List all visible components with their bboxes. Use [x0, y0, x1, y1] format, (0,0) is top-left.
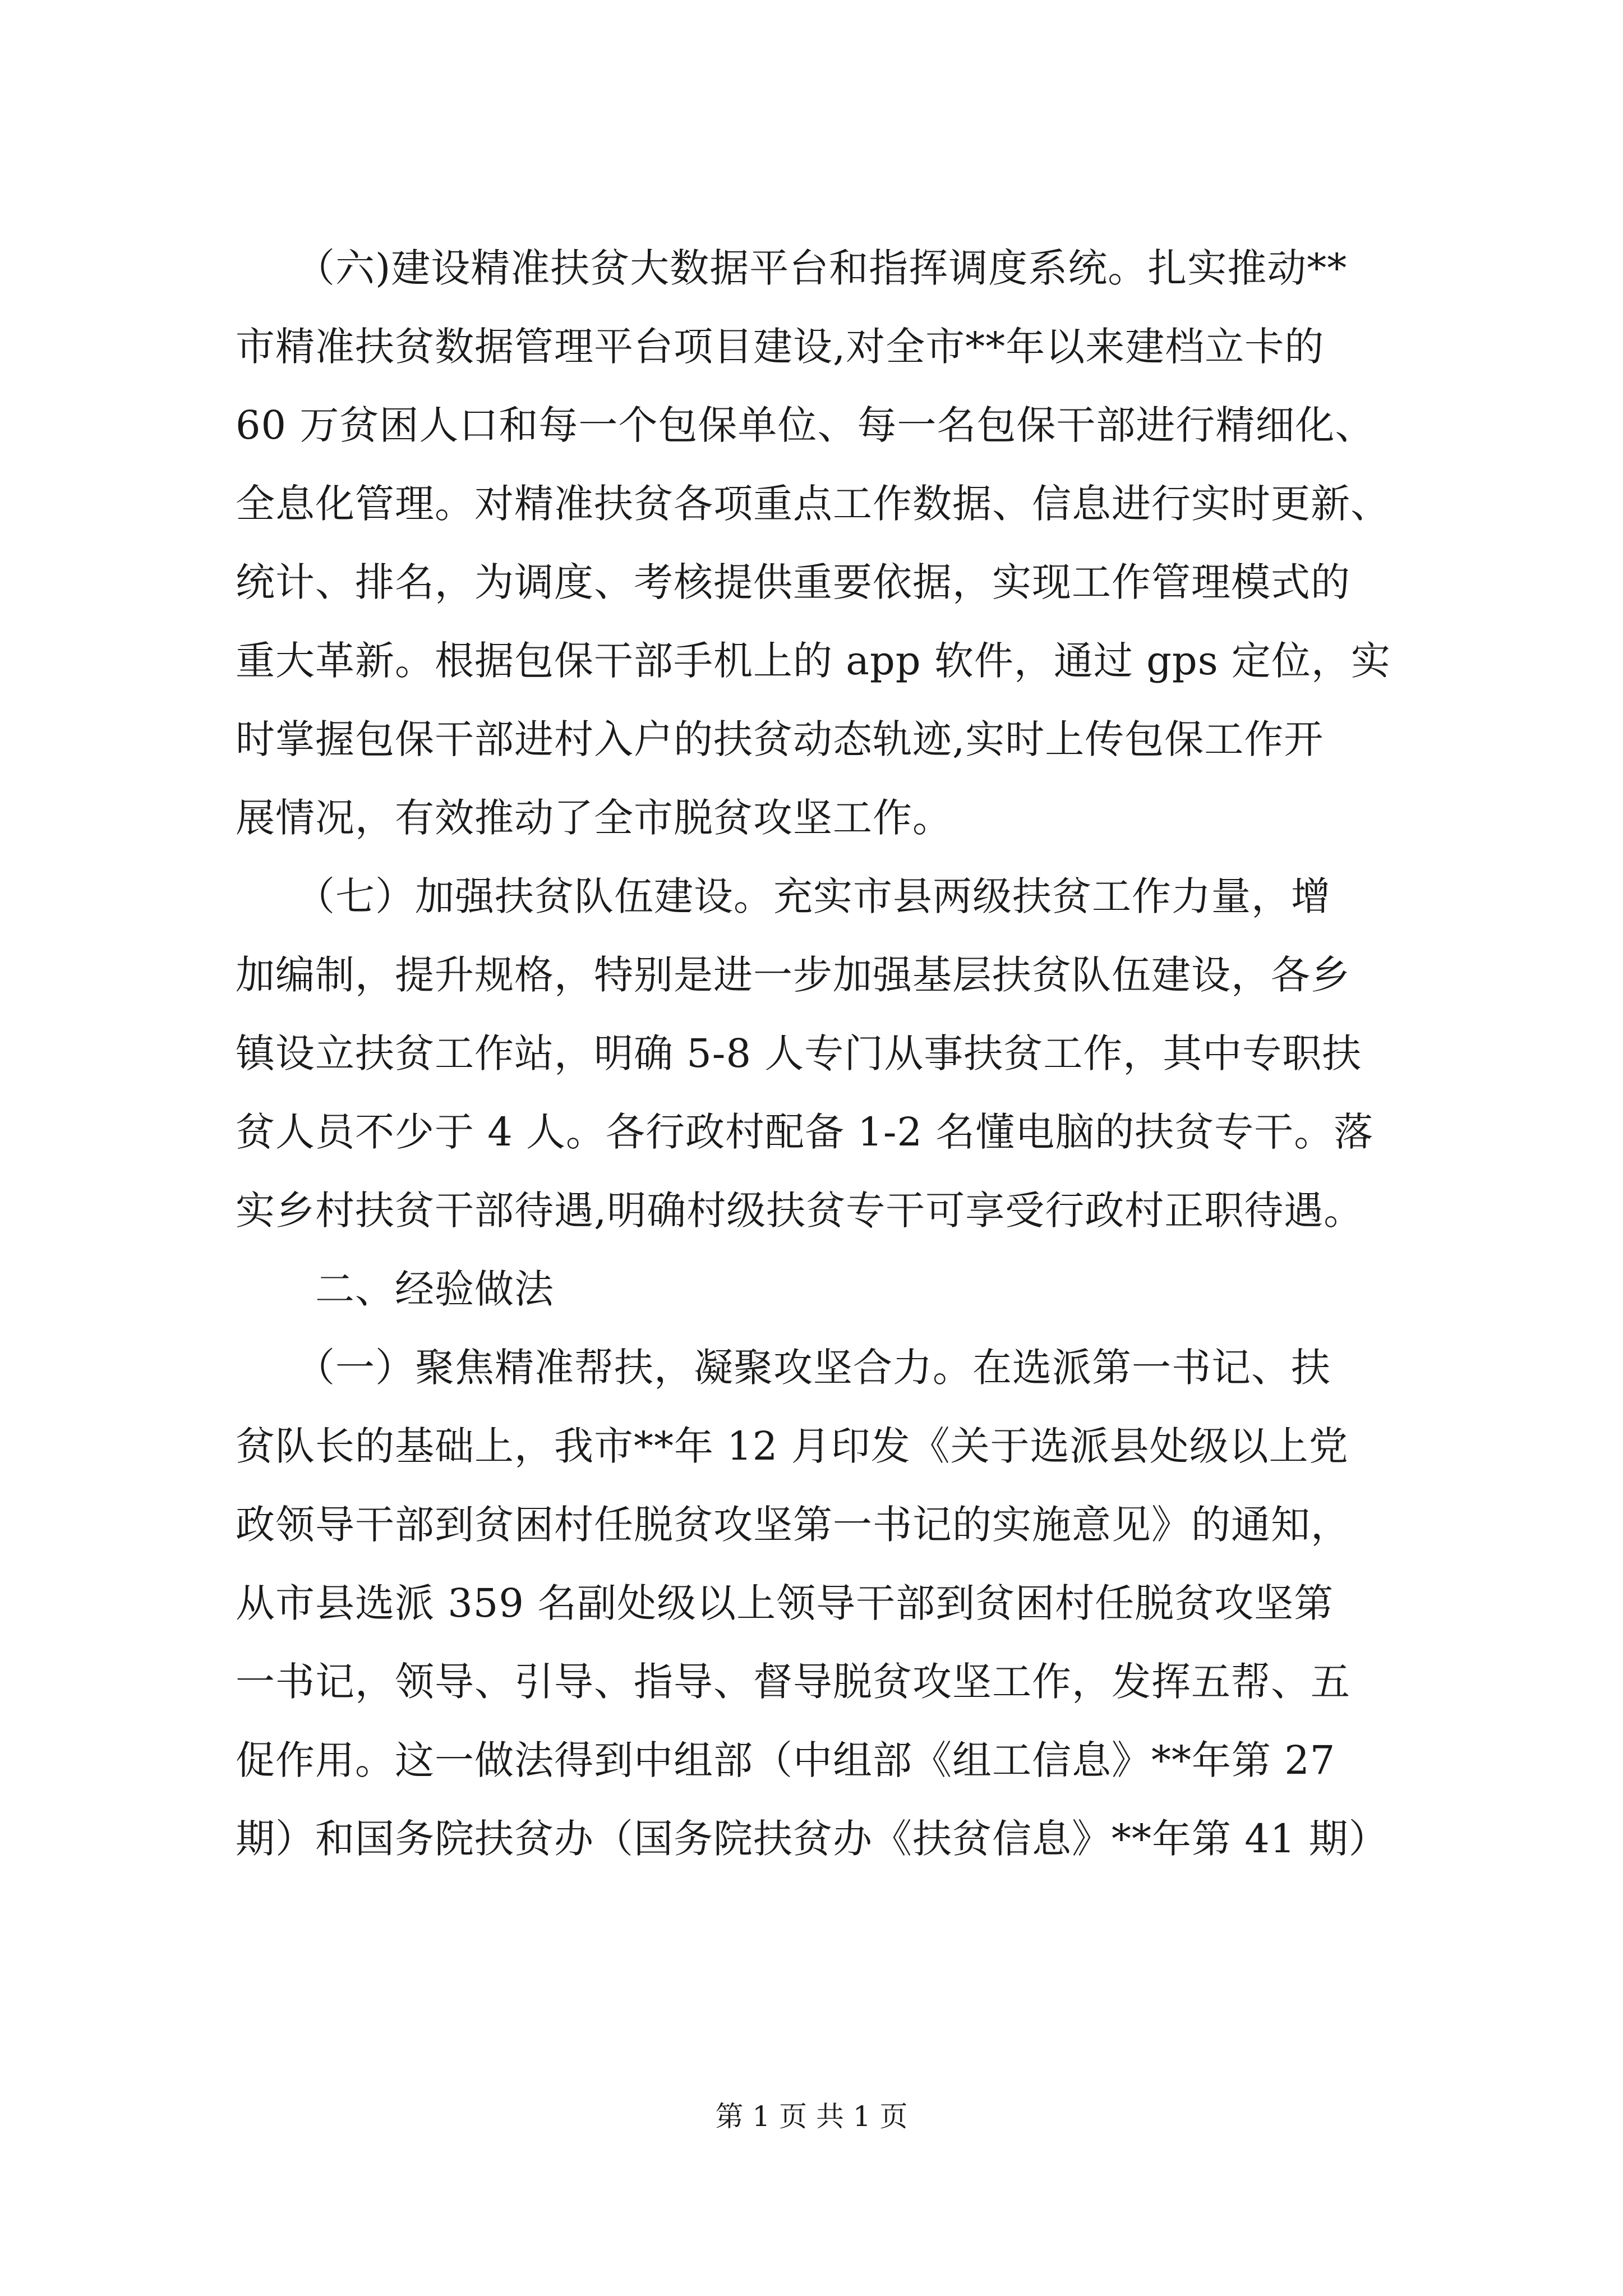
text-line: 贫人员不少于 4 人。各行政村配备 1-2 名懂电脑的扶贫专干。落: [236, 1109, 1374, 1155]
text-line: 从市县选派 359 名副处级以上领导干部到贫困村任脱贫攻坚第: [236, 1580, 1334, 1626]
section-heading: 二、经验做法: [236, 1266, 554, 1312]
text-line: （一）聚焦精准帮扶，凝聚攻坚合力。在选派第一书记、扶: [236, 1345, 1331, 1391]
text-line: 政领导干部到贫困村任脱贫攻坚第一书记的实施意见》的通知，: [236, 1502, 1350, 1548]
text-line: 展情况，有效推动了全市脱贫攻坚工作。: [236, 795, 952, 841]
text-line: 统计、排名，为调度、考核提供重要依据，实现工作管理模式的: [236, 559, 1350, 605]
text-line: 重大革新。根据包保干部手机上的 app 软件，通过 gps 定位，实: [236, 638, 1391, 684]
text-line: （六)建设精准扶贫大数据平台和指挥调度系统。扎实推动**: [236, 245, 1348, 291]
text-line: 60 万贫困人口和每一个包保单位、每一名包保干部进行精细化、: [236, 402, 1375, 448]
text-line: 期）和国务院扶贫办（国务院扶贫办《扶贫信息》**年第 41 期）: [236, 1816, 1389, 1862]
text-line: 时掌握包保干部进村入户的扶贫动态轨迹,实时上传包保工作开: [236, 716, 1324, 762]
text-line: 促作用。这一做法得到中组部（中组部《组工信息》**年第 27: [236, 1737, 1336, 1783]
text-line: 实乡村扶贫干部待遇,明确村级扶贫专干可享受行政村正职待遇。: [236, 1188, 1364, 1234]
page-number-footer: 第 1 页 共 1 页: [715, 2100, 908, 2133]
text-line: 加编制，提升规格，特别是进一步加强基层扶贫队伍建设，各乡: [236, 952, 1350, 998]
text-line: （七）加强扶贫队伍建设。充实市县两级扶贫工作力量，增: [236, 873, 1331, 919]
text-line: 市精准扶贫数据管理平台项目建设,对全市**年以来建档立卡的: [236, 324, 1325, 370]
text-line: 一书记，领导、引导、指导、督导脱贫攻坚工作，发挥五帮、五: [236, 1659, 1350, 1705]
text-line: 贫队长的基础上，我市**年 12 月印发《关于选派县处级以上党: [236, 1423, 1349, 1469]
text-line: 全息化管理。对精准扶贫各项重点工作数据、信息进行实时更新、: [236, 481, 1390, 527]
text-line: 镇设立扶贫工作站，明确 5-8 人专门从事扶贫工作，其中专职扶: [236, 1030, 1362, 1076]
